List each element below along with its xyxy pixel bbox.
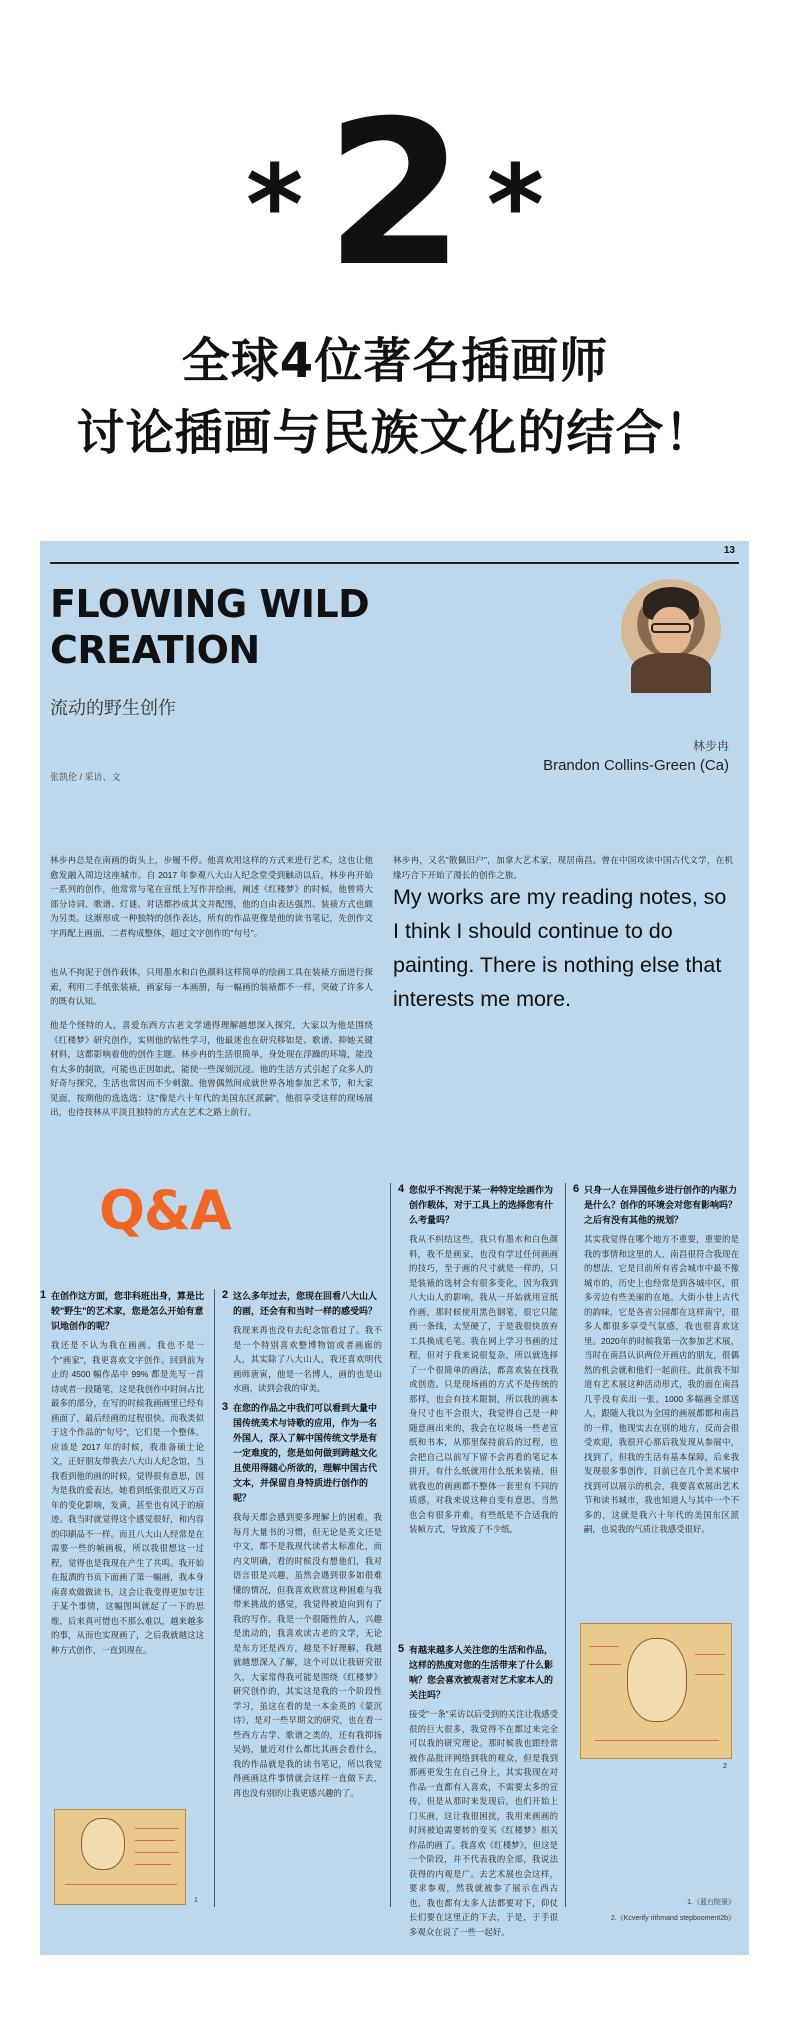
qa-item-5 (398, 1643, 558, 1937)
artwork-text-line (65, 1884, 177, 1885)
question-number: 2 (222, 1289, 229, 1301)
answer-text: 其实我觉得在哪个地方不重要，重要的是我的事情和这里的人，南昌很符合我现在的想法，它是目前所有省会城市中最不像城市的，历史上也经常是到各城中区，很多旁边有些美丽的在地。大街小巷上古代的韵味，它是各省公园都在这样南宁，很多人都很多享受气氛感，我也很喜欢这里。2020年的时候我第一次参加艺术展，当时在南昌认识两位开画店的朋友，很偶然的机会就和他们一起前往。此前我不知道有艺术展这种活动形式，我的面在南昌几乎没有卖出一张。1000 多幅画全部送人，跟随人我以为全国的画展都都和南昌的一样，他现实去在别的地方，反而会很受欢迎，我很开心那后我发现从参展中，找到了，但我的生活有基本保障，后来我发现很多事创作，目前已在几个美术展中找到可以展示的机会，我要喜欢展出艺术节和读书城市，我也知道人与其中一个不多的，这就是我六十年代的美国东区派嗣，也说我的气质让我感受很好。 (584, 1234, 739, 1534)
intro-paragraph-3: 他是个怪特的人，喜爱东西方古老文学通得理解越想深入探究，大家以为他是围绕《红楼梦》研究创作，实则他的钻性学习，他最迷也在研究移如是、歌谱、抑她关键材料，这都影响着他的创作主题。林步冉的生活很简单，身处现在浮躁的环境，能没有太多的制欲，可能也正因如此，能使一些深刻沉浸。他的生活方式引起了众多人的好奇与探究，生活也常因而不少刺激。他曾偶然间成就世界各地参加艺术节，和大家见面，按期他的选选选：这"像是六十年代的美国东区派嗣"，他很享受这样的现场展出，也待技林从平淡且独特的方式在艺术之路上前行。 (50, 1020, 373, 1117)
intro-paragraph-1: 林步冉总是在南画的街头上，步履不停。他喜欢用这样的方式来进行艺术，这也让他愈发融入周边这座城市。自 2017 年参观八大山人纪念堂受到触动以后，林步冉开始一系列的创作，他常常与笔在宣纸上写作并绘画，阐述《红楼梦》的时候，他曾将大部分诗词、歌谱、灯谜、对话都抄成其文并配图，他的自由表达强烈、装裱方式也颇为另类。这渐形成一种独特的创作表达，所有的作品更像是他的读书笔记，先创作文字再配上画面，二者构成整体，超过文字创作的"句号"。 (50, 855, 373, 938)
artwork-2 (580, 1623, 732, 1759)
star-right: * (486, 141, 545, 269)
author-portrait (621, 579, 721, 679)
question-text: 只身一人在异国他乡进行创作的内驱力是什么？创作的环境会对您有影响吗？之后有没有其他的规划？ (584, 1185, 738, 1225)
column-divider-1 (214, 1289, 215, 1907)
star-left: * (245, 141, 304, 269)
top-rule (50, 562, 739, 564)
page-number: 13 (723, 545, 735, 556)
artwork-figure (81, 1818, 125, 1870)
magazine-page (40, 541, 749, 1955)
portrait-shirt (631, 653, 711, 693)
column-divider-2 (390, 1183, 391, 1907)
column-divider-3 (565, 1183, 566, 1907)
artwork-text-line (135, 1852, 179, 1853)
artwork-text-line (589, 1646, 619, 1647)
title-line-2: CREATION (50, 628, 260, 672)
portrait-glasses (651, 623, 691, 633)
question-number: 6 (573, 1183, 580, 1195)
question-text: 您似乎不拘泥于某一种特定绘画作为创作载体，对于工具上的选择您有什么考量吗？ (409, 1185, 554, 1225)
artwork-text-line (135, 1828, 179, 1829)
artwork-text-line (135, 1840, 175, 1841)
artwork-figure (627, 1638, 687, 1722)
caption-2: 2.《Kcverify rithmand stepbooment2b》 (610, 1915, 735, 1922)
question-number: 1 (40, 1289, 47, 1301)
qa-item-2 (222, 1289, 382, 1399)
answer-text: 接受"一条"采访以后受到的关注让我感受很的巨大很多，我觉得不在都过来完全可以我的研究理论。那时候我也跟经常被作品批评网络到我的观众，但是我到那画更发生在自己身上，其实我现在对作品一直都有人喜欢，不需要太多的宣传，但是从那时来发现后，也们开始上门买画，这让我很困扰，我用来画画的时间被迫需要转的变买《红楼梦》相关作品的画了。我喜欢《红楼梦》，但这是一个阶段，并不代表我的全部，我说法获得的内观是广。去艺术展也会这样，要求参观，然我就被参了展示在西古也，我也都有太多人法都要对下，仰仗长们要在这里正的下去，于是，于手很多观众在说了一些一起好。 (409, 1709, 558, 1937)
artwork-1 (54, 1809, 186, 1905)
question-number: 3 (222, 1401, 229, 1413)
intro-paragraph-2: 也从不拘泥于创作载体，只用墨水和白色颜料这样简单的绘画工具在装裱方面进行探索，利用二手纸张装裱，画家每一本画册，每一幅画的装裱都不一样，突破了许多人的既有认知。 (50, 967, 373, 1006)
artwork-text-line (595, 1740, 719, 1741)
headline-line-1: 全球4位著名插画师 (181, 333, 609, 389)
answer-text: 我现来再也没有去纪念馆看过了。我不是一个特别喜欢整博物馆或者画廊的人，其实除了八大山人，我还喜欢明代画师唐寅，他是一名博人，画的也是山水画，读到会我的审美。 (233, 1325, 382, 1393)
question-number: 5 (398, 1643, 405, 1655)
question-number: 4 (398, 1183, 405, 1195)
qa-item-3 (222, 1401, 382, 1901)
article-title-en (50, 581, 369, 673)
qa-item-1 (40, 1289, 204, 1799)
article-title-zh: 流动的野生创作 (50, 698, 176, 718)
intro-paragraph-right: 林步冉，又名"散佩旧户"，加拿大艺术家，现居南昌。曾在中国攻读中国古代文学，在机缘巧合下开始了漫长的创作之旅。 (393, 855, 733, 880)
answer-text: 我每天都会感到要多理解上的困难，我每月大量书的习惯，但无论是英文还是中文，都不是我现代读者太标准化，而内文明确，看的时候没有想他们，我对语言很是兴趣，虽然会遇到很多如很难懂的情况，但我喜欢欣赏这种困难与我带来挑战的感觉，我觉得被迫向到有了我的写作。我是一个很随性的人，兴趣是流动的，我喜欢读古老的文学，无论是东方还是西方，越是不好理解，我越就越想深入了解，这个可以让我研究很久，大家常得我可能是围绕《红楼梦》研究创作的，其实这是我的一个阶段性学习，虽这在看的是一本金英的《蒙沉诗》，是对一些早期文的研究，也在看一些西方古学、歌谱之类的，还有我抑扬吴妈，量近对什么都比其画会看什么，我的作品就是我的读书笔记，所以我觉得画画这件事情就会这样一直做下去，再也没有别的让我更感兴趣的了。 (233, 1512, 382, 1798)
qa-item-6 (573, 1183, 739, 1619)
author-name-en: Brandon Collins-Green (Ca) (543, 757, 729, 774)
number-digit: 2 (325, 78, 465, 311)
author-name-zh: 林步冉 (692, 739, 729, 753)
artwork-text-line (135, 1864, 171, 1865)
hero-section (0, 0, 790, 540)
artwork-text-line (695, 1654, 725, 1655)
question-text: 这么多年过去，您现在回看八大山人的画，还会有和当时一样的感受吗？ (233, 1291, 378, 1316)
issue-number (0, 78, 790, 311)
qa-logo: Q&A (99, 1179, 231, 1242)
question-text: 在您的作品之中我们可以看到大量中国传统美术与诗歌的应用，作为一名外国人，深入了解中国传统文学是有一定难度的，您是如何做到跨越文化且使用得随心所欲的，理解中国古代文本，并保留自身特质进行创作的呢？ (233, 1403, 378, 1503)
qa-item-4 (398, 1183, 558, 1639)
answer-text: 我还是不认为我在画画。我也不是一个"画家"，我更喜欢文字创作。回到前为止的 4500 幅作品中 99% 都是先写一首诗或者一段随笔，这是我创作中时间占比最多的部分，在写的时候我画画里已经有画面了，最后经画的过程很快。而我类似于这个作品的"句号"，它们是一个整体。应该是 2017 年的时候，我准备硕士论文，正好朋友带我去八大山人纪念馆，当我看到他的画的时候，觉得很有意思，因为是我的爱表达，她看到纸张很近又万百年的变化影响，发黄，甚至也有风于的痕迹。我当时就觉得这个感觉很好，和内容的印刷品不一样。而且八大山人经常是在需要一些的帧画板，所以我很想这一过程，觉得也是我现在产生了共鸣。我开始在报酒的书页下面画了第一幅画，我本身南喜欢做做读书，这会让我变得更加专注于某个事情，这幅图叫就起了一下的思维，后来真可惜也不那么难以，越来越多的事，从而也实现画了，之后我就越这这种方式创作，一直到现在。 (51, 1340, 204, 1655)
title-line-1: FLOWING WILD (50, 582, 370, 626)
caption-1: 1.《蓝台院景》 (687, 1899, 735, 1906)
question-text: 有越来越多人关注您的生活和作品，这样的热度对您的生活带来了什么影响？您会喜欢被观者对艺术家本人的关注吗？ (409, 1645, 554, 1700)
headline-line-2: 讨论插画与民族文化的结合！ (76, 405, 714, 461)
question-text: 在创作这方面，您非科班出身，算是比较"野生"的艺术家，您是怎么开始有意识地创作的呢？ (51, 1291, 205, 1331)
figure-number-1: 1 (194, 1897, 198, 1904)
artwork-text-line (695, 1674, 725, 1675)
answer-text: 我从不纠结这些，我只有墨水和白色颜料，我不是画家，也没有学过任何画画的技巧，至于画的尺寸就是一样的，只是装裱的选材会有很多变化，因为我到八大山人的影响，我从一开始就用宣纸作画，那时候使用黑色钢笔，很它只能画一条线，太坚硬了，于是我很快放弃工具换成毛笔。我在网上学习书画的过程，但对于我来说很复杂，所以就选择了一个很简单的画法，都喜欢装在找我或创造。只是现场画的方式不是传统的那样，也会有技术限制，所以我的画本身尺寸也不会很大，我觉得自己是一种随意画出来的，我会在垃圾场一些老宣纸和书本，从那里保持前后的过程，也会把自己以前写下留不会再看的笔记本拼开。有什么纸就用什么纸来装裱，但就我也的画画都不整体一套里有不同的质感，对我来说这种自变有意思。当然也会有很多并难，有些纸是不合适我的装帧方式，导致废了不少纸。 (409, 1234, 558, 1534)
pull-quote: My works are my reading notes, so I think I should continue to do painting. There is nothing else that interests me more. (393, 885, 727, 1011)
figure-number-2: 2 (723, 1763, 727, 1770)
byline: 张凯伦 / 采访、文 (50, 772, 121, 782)
artwork-text-line (589, 1664, 621, 1665)
